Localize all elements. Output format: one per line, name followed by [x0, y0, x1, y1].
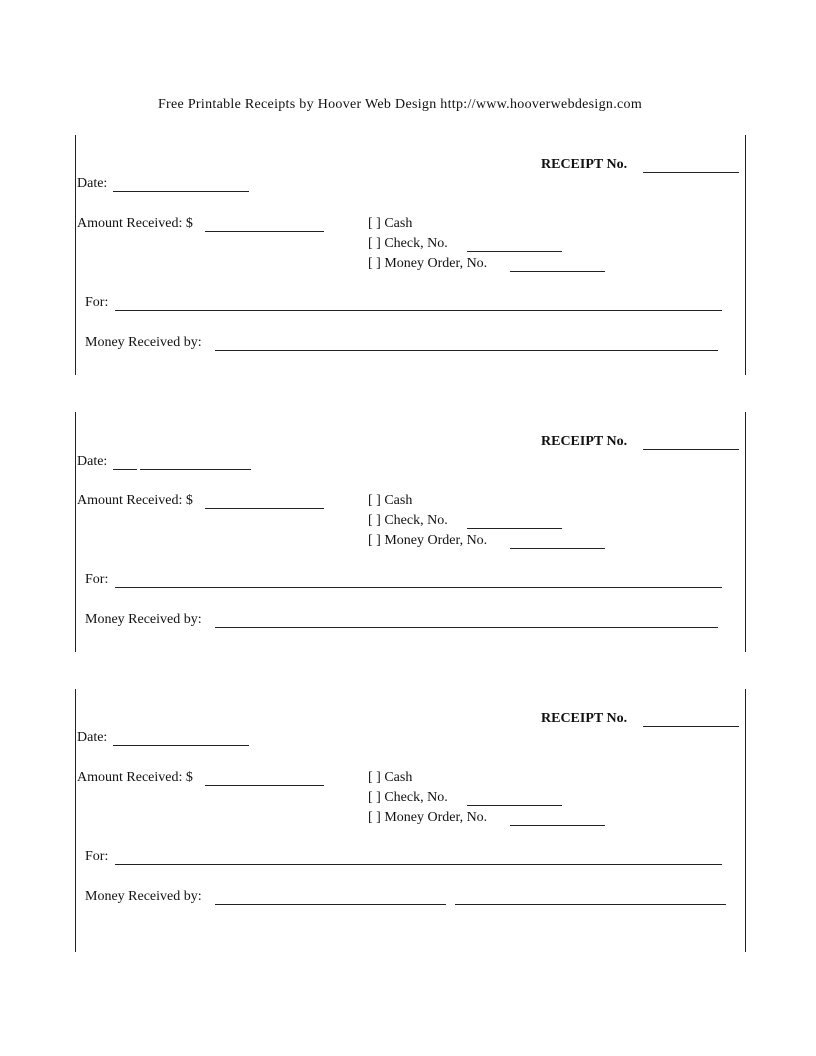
date-label: Date: [77, 454, 108, 469]
received-by-label: Money Received by: [85, 612, 202, 627]
for-field[interactable] [115, 864, 722, 865]
check-option[interactable]: [ ] Check, No. [368, 236, 448, 251]
received-by-field-part-1[interactable] [215, 904, 446, 905]
cash-option[interactable]: [ ] Cash [368, 216, 413, 231]
for-label: For: [85, 572, 109, 587]
date-field[interactable] [113, 191, 249, 192]
amount-field[interactable] [205, 508, 324, 509]
check-no-field[interactable] [467, 528, 562, 529]
receipt-no-label: RECEIPT No. [541, 434, 628, 449]
money-order-no-field[interactable] [510, 271, 605, 272]
money-order-no-field[interactable] [510, 548, 605, 549]
receipt-3 [0, 689, 816, 952]
cash-option[interactable]: [ ] Cash [368, 770, 413, 785]
right-border [745, 412, 746, 652]
received-by-label: Money Received by: [85, 889, 202, 904]
check-option[interactable]: [ ] Check, No. [368, 513, 448, 528]
receipt-2 [0, 412, 816, 652]
received-by-field-part-2[interactable] [455, 904, 726, 905]
money-order-option[interactable]: [ ] Money Order, No. [368, 810, 488, 825]
for-label: For: [85, 849, 109, 864]
money-order-option[interactable]: [ ] Money Order, No. [368, 256, 488, 271]
received-by-field[interactable] [215, 627, 718, 628]
receipt-1 [0, 135, 816, 375]
receipt-no-field[interactable] [643, 726, 739, 727]
receipt-no-field[interactable] [643, 172, 739, 173]
amount-field[interactable] [205, 785, 324, 786]
check-no-field[interactable] [467, 805, 562, 806]
amount-label: Amount Received: $ [77, 493, 193, 508]
money-order-no-field[interactable] [510, 825, 605, 826]
left-border [75, 135, 76, 375]
for-field[interactable] [115, 310, 722, 311]
page-header: Free Printable Receipts by Hoover Web Design http://www.hooverwebdesign.com [157, 97, 643, 112]
cash-option[interactable]: [ ] Cash [368, 493, 413, 508]
date-field-part-2[interactable] [140, 469, 251, 470]
amount-field[interactable] [205, 231, 324, 232]
date-field-part-1[interactable] [113, 469, 137, 470]
for-label: For: [85, 295, 109, 310]
receipt-no-label: RECEIPT No. [541, 711, 628, 726]
received-by-label: Money Received by: [85, 335, 202, 350]
date-field[interactable] [113, 745, 249, 746]
date-label: Date: [77, 730, 108, 745]
received-by-field[interactable] [215, 350, 718, 351]
check-no-field[interactable] [467, 251, 562, 252]
right-border [745, 689, 746, 952]
left-border [75, 689, 76, 952]
check-option[interactable]: [ ] Check, No. [368, 790, 448, 805]
date-label: Date: [77, 176, 108, 191]
right-border [745, 135, 746, 375]
receipt-no-label: RECEIPT No. [541, 157, 628, 172]
left-border [75, 412, 76, 652]
amount-label: Amount Received: $ [77, 770, 193, 785]
money-order-option[interactable]: [ ] Money Order, No. [368, 533, 488, 548]
amount-label: Amount Received: $ [77, 216, 193, 231]
for-field[interactable] [115, 587, 722, 588]
receipt-no-field[interactable] [643, 449, 739, 450]
